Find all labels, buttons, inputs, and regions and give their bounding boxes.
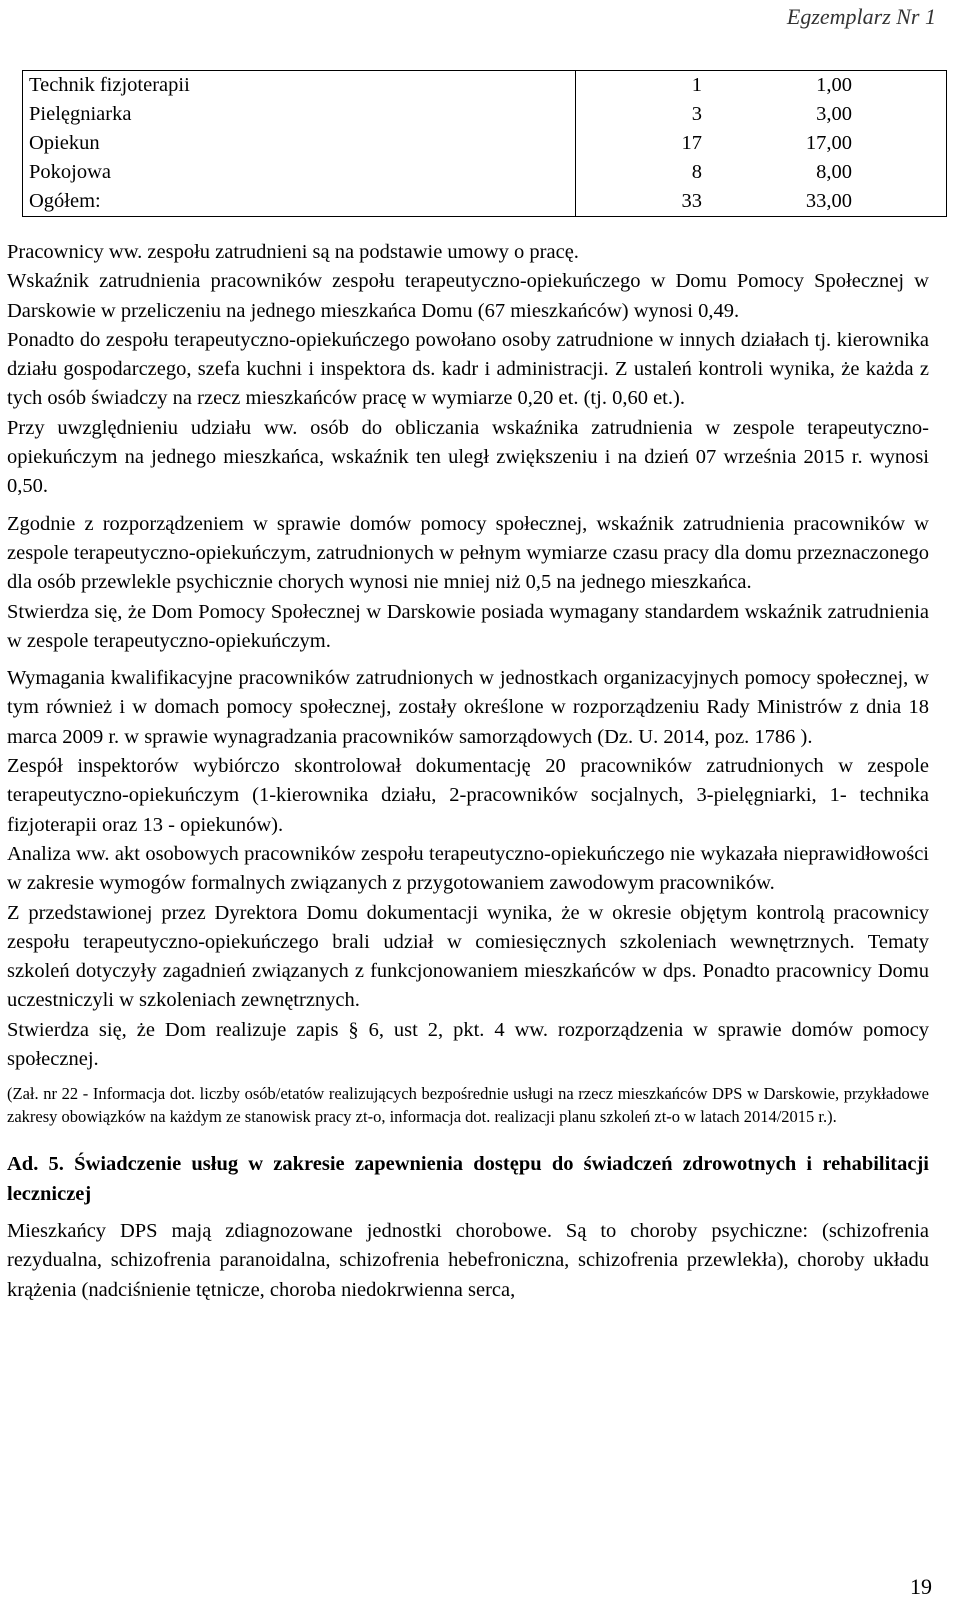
- table-row: [23, 100, 947, 129]
- paragraph: Zgodnie z rozporządzeniem w sprawie domów pomocy społecznej, wskaźnik zatrudnienia pracowników w zespole terapeutyczno-opiekuńczym, zatrudnionych w pełnym wymiarze czasu pracy dla domu przeznaczonego dla osób przewlekle psychicznie chorych wynosi nie mniej niż 0,5 na jednego mieszkańca.: [7, 512, 929, 594]
- document-copy-label: Egzemplarz Nr 1: [786, 4, 936, 29]
- position-cell: Opiekun: [23, 129, 576, 158]
- section-heading: Ad. 5. Świadczenie usług w zakresie zapewnienia dostępu do świadczeń zdrowotnych i rehabilitacji leczniczej: [7, 1153, 929, 1205]
- position-cell: Pielęgniarka: [23, 100, 576, 129]
- paragraph: Z przedstawionej przez Dyrektora Domu dokumentacji wynika, że w okresie objętym kontrolą pracownicy zespołu terapeutyczno-opiekuńczego brali udział w comiesięcznych szkoleniach wewnętrznych. Tematy szkoleń dotyczyły zagadnień związanych z funkcjonowaniem mieszkańców w dps. Ponadto pracownicy Domu uczestniczyli w szkoleniach zewnętrznych.: [7, 901, 929, 1012]
- paragraph: Wskaźnik zatrudnienia pracowników zespołu terapeutyczno-opiekuńczego w Domu Pomocy Społecznej w Darskowie w przeliczeniu na jednego mieszkańca Domu (67 mieszkańców) wynosi 0,49.: [7, 270, 929, 322]
- persons-cell: 1: [576, 71, 707, 101]
- position-cell: Ogółem:: [23, 187, 576, 217]
- paragraph: Przy uwzględnieniu udziału ww. osób do obliczania wskaźnika zatrudnienia w zespole terapeutyczno-opiekuńczym na jednego mieszkańca, wskaźnik ten uległ zwiększeniu i na dzień 07 września 2015 r. wynosi 0,50.: [7, 416, 929, 498]
- persons-cell: 33: [576, 187, 707, 217]
- persons-cell: 3: [691, 103, 702, 125]
- persons-cell: 8: [691, 161, 702, 183]
- fte-cell: 1,00: [706, 71, 947, 101]
- staff-table: [22, 70, 947, 217]
- page-number: 19: [910, 1574, 932, 1599]
- fte-cell: 33,00: [706, 187, 947, 217]
- paragraph: Zespół inspektorów wybiórczo skontrolował dokumentację 20 pracowników zatrudnionych w zespole terapeutyczno-opiekuńczym (1-kierownika działu, 2-pracowników socjalnych, 3-pielęgniarki, 1- technika fizjoterapii oraz 13 - opiekunów).: [7, 755, 929, 836]
- attachment-note: (Zał. nr 22 - Informacja dot. liczby osób/etatów realizujących bezpośrednie usługi na rzecz mieszkańców DPS w Darskowie, przykładowe zakresy obowiązków na każdym ze stanowisk pracy zt-o, informacja dot. realizacji planu szkoleń zt-o w latach 2014/2015 r.).: [7, 1084, 929, 1127]
- paragraph: Wymagania kwalifikacyjne pracowników zatrudnionych w jednostkach organizacyjnych pomocy społecznej, w tym również i w domach pomocy społecznej, zostały określone w rozporządzeniu Rady Ministrów z dnia 18 marca 2009 r. w sprawie wynagradzania pracowników samorządowych (Dz. U. 2014, poz. 1786 ).: [7, 667, 929, 748]
- position-cell: Technik fizjoterapii: [23, 71, 576, 101]
- table-row: [23, 158, 947, 187]
- table-row: [23, 71, 947, 101]
- table-row: [23, 129, 947, 158]
- fte-cell: 8,00: [706, 158, 947, 187]
- paragraph: Mieszkańcy DPS mają zdiagnozowane jednostki chorobowe. Są to choroby psychiczne: (schizofrenia rezydualna, schizofrenia paranoidalna, schizofrenia hebefroniczna, schizofrenia przewlekła), choroby układu krążenia (nadciśnienie tętnicze, choroba niedokrwienna serca,: [7, 1219, 929, 1301]
- fte-cell: 17,00: [706, 129, 947, 158]
- paragraph: Pracownicy ww. zespołu zatrudnieni są na podstawie umowy o pracę.: [7, 241, 579, 263]
- paragraph: Ponadto do zespołu terapeutyczno-opiekuńczego powołano osoby zatrudnione w innych działach tj. kierownika działu gospodarczego, szefa kuchni i inspektora ds. kadr i administracji. Z ustaleń kontroli wynika, że każda z tych osób świadczy na rzecz mieszkańców pracę w wymiarze 0,20 et. (tj. 0,60 et.).: [7, 328, 929, 410]
- position-cell: Pokojowa: [23, 158, 576, 187]
- table-row-total: [23, 187, 947, 217]
- fte-cell: 3,00: [706, 100, 947, 129]
- paragraph: Analiza ww. akt osobowych pracowników zespołu terapeutyczno-opiekuńczego nie wykazała nieprawidłowości w zakresie wymogów formalnych związanych z przygotowaniem zawodowym pracowników.: [7, 842, 929, 895]
- document-body: [7, 238, 929, 1305]
- persons-cell: 17: [681, 132, 702, 154]
- paragraph: Stwierdza się, że Dom Pomocy Społecznej w Darskowie posiada wymagany standardem wskaźnik zatrudnienia w zespole terapeutyczno-opiekuńczym.: [7, 600, 929, 652]
- paragraph: Stwierdza się, że Dom realizuje zapis § 6, ust 2, pkt. 4 ww. rozporządzenia w sprawie domów pomocy społecznej.: [7, 1018, 929, 1071]
